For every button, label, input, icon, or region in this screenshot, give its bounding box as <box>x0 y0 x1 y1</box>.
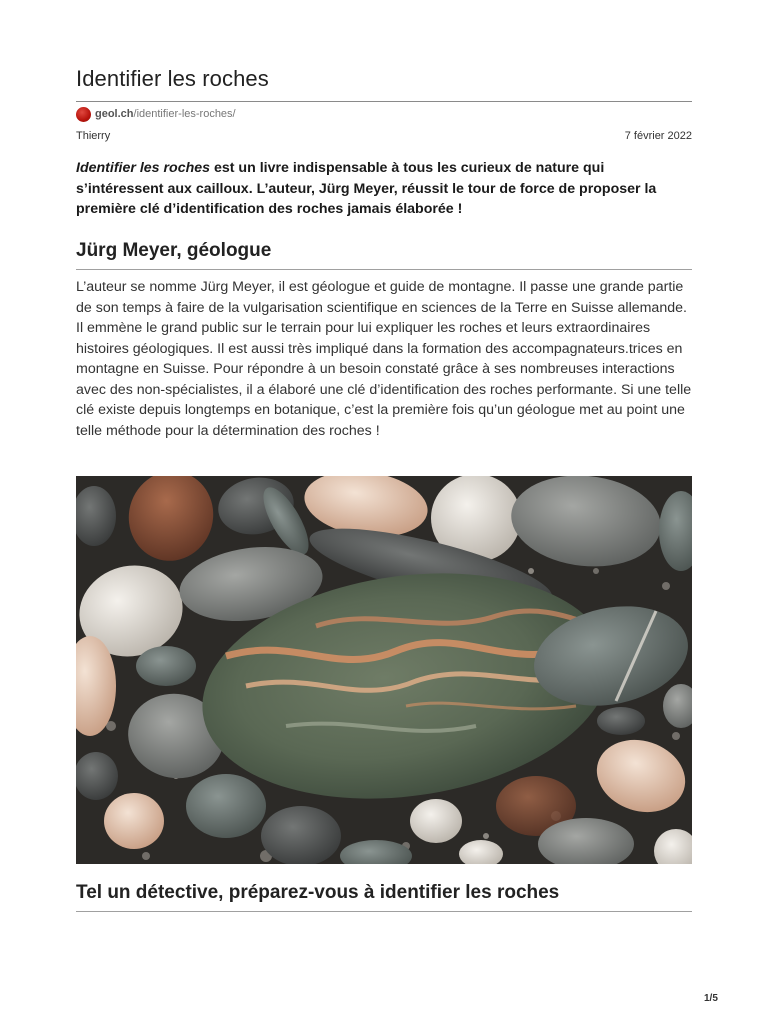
page-number: 1/5 <box>704 993 718 1004</box>
title-divider <box>76 101 692 102</box>
source-link[interactable] <box>76 106 236 122</box>
article-title: Identifier les roches <box>76 66 269 91</box>
author: Thierry <box>76 130 111 142</box>
lead-paragraph <box>76 158 692 220</box>
rocks-photo <box>76 476 692 864</box>
section-divider <box>76 269 692 270</box>
article-meta <box>76 130 692 142</box>
lead-text: est un livre indispensable à tous les curieux de nature qui s’intéressent aux cailloux. L’auteur, Jürg Meyer, réussit le tour de force de proposer la première clé d’identification des roches jamais élaborée ! <box>76 160 657 217</box>
source-path[interactable]: /identifier-les-roches/ <box>133 108 236 120</box>
book-title: Identifier les roches <box>76 160 211 176</box>
site-favicon-icon <box>76 107 91 122</box>
body-paragraph: L’auteur se nomme Jürg Meyer, il est géologue et guide de montagne. Il passe une grande partie de son temps à faire de la vulgarisation scientifique en sciences de la Terre en Suisse allemande. Il emmène le grand public sur le terrain pour lui expliquer les roches et leurs extraordinaires histoires géologiques. Il est aussi très impliqué dans la formation des accompagnateurs.trices en montagne en Suisse. Pour répondre à un besoin constaté grâce à ses nombreuses interactions avec des non-spécialistes, il a élaboré une clé d’identification des roches performante. Si une telle clé existe depuis longtemps en botanique, c’est la première fois qu’un géologue met au point une telle méthode pour la détermination des roches ! <box>76 279 692 439</box>
source-domain[interactable]: geol.ch <box>95 108 134 120</box>
publish-date: 7 février 2022 <box>624 130 692 142</box>
section-heading-detective: Tel un détective, préparez-vous à identifier les roches <box>76 882 560 903</box>
section-heading-meyer: Jürg Meyer, géologue <box>76 240 272 261</box>
section-divider <box>76 911 692 912</box>
